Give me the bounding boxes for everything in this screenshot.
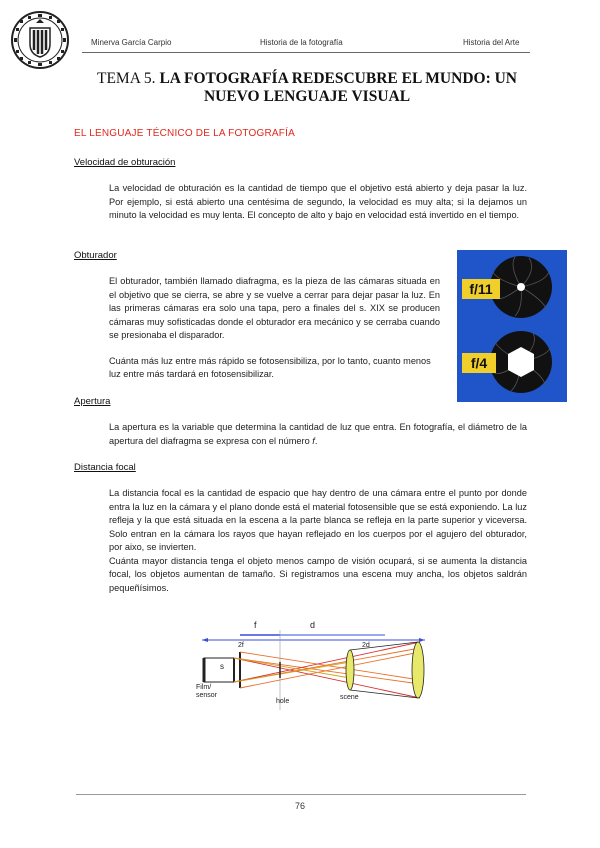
header-course: Historia de la fotografía xyxy=(260,38,343,47)
para-obturador xyxy=(109,275,440,382)
diagram-label-2f: 2f xyxy=(238,642,244,649)
text-focal-2: Cuánta mayor distancia tenga el objeto menos campo de visión ocupará, si se aumenta la distancia focal, los objetos aumentan de tamaño. Si registramos una escena muy ancha, los objetos saldrán pequeñísimos. xyxy=(109,555,527,593)
title-main: LA FOTOGRAFÍA REDESCUBRE EL MUNDO: UN NUEVO LENGUAJE VISUAL xyxy=(159,70,517,105)
diagram-label-hole: hole xyxy=(276,698,290,705)
heading-velocidad: Velocidad de obturación xyxy=(74,157,176,168)
title-prefix: TEMA 5. xyxy=(97,70,156,87)
text-apertura-f: f xyxy=(312,435,315,446)
university-seal-logo xyxy=(10,10,70,70)
diagram-label-film-text: Film/ xyxy=(196,684,212,691)
diagram-label-s: s xyxy=(220,662,224,671)
text-apertura: La apertura es la variable que determina la cantidad de luz que entra. En fotografía, el diámetro de la apertura del diafragma se expresa con el número xyxy=(109,422,527,446)
diagram-label-sensor-text: sensor xyxy=(196,692,218,699)
page-title xyxy=(78,70,536,106)
heading-distancia-focal: Distancia focal xyxy=(74,462,136,473)
diagram-label-film xyxy=(196,684,217,700)
aperture-label-f4: f/4 xyxy=(470,355,488,371)
aperture-figure xyxy=(457,250,567,402)
footer-rule xyxy=(76,794,526,795)
heading-obturador: Obturador xyxy=(74,250,117,261)
aperture-label-f11: f/11 xyxy=(469,281,493,297)
para-apertura xyxy=(109,421,527,448)
diagram-label-scene: scene xyxy=(340,694,359,701)
header-subject: Historia del Arte xyxy=(463,38,520,47)
para-distancia-focal xyxy=(109,487,527,595)
diagram-label-d: d xyxy=(310,620,316,630)
para-velocidad xyxy=(109,182,527,223)
text-obturador-1: El obturador, también llamado diafragma, es la pieza de las cámaras situada en el objetivo que se cierra, se abre y se vuelve a cerrar para dejar pasar la luz. En las primeras cámaras era solo una tapa, pero a finales del s. XIX se producen cámaras muy sofisticadas donde el obturador era mecánico y se cerraba cuando se presionaba el disparador. xyxy=(109,276,440,340)
header-rule xyxy=(82,52,530,53)
section-heading: EL LENGUAJE TÉCNICO DE LA FOTOGRAFÍA xyxy=(74,128,295,139)
text-focal-1: La distancia focal es la cantidad de espacio que hay dentro de una cámara entre el punto por donde entra la luz en la cámara y el plano donde está el material fotosensible que se está exponiendo. La luz refleja y la que está situada en la escena a la parte blanca se refleja en la parte superior y viceversa. Solo entran en la cámara los rayos que hayan reflejado en los cuerpos por el agujero del obturador, por aixo, se invierten. xyxy=(109,488,527,552)
focal-distance-diagram xyxy=(190,618,440,710)
text-obturador-2: Cuánta más luz entre más rápido se fotosensibiliza, por lo tanto, cuanto menos luz entre más tardará en fotosensibilizar. xyxy=(109,355,431,379)
text-apertura-end: . xyxy=(314,435,318,446)
heading-apertura: Apertura xyxy=(74,396,111,407)
diagram-label-2d: 2d xyxy=(362,642,370,649)
diagram-label-f: f xyxy=(254,620,257,630)
header-author: Minerva García Carpio xyxy=(91,38,172,47)
text-velocidad: La velocidad de obturación es la cantidad de tiempo que el objetivo está abierto y deja pasar la luz. Por ejemplo, si está abierto una centésima de segundo, la velocidad es muy alta; si la dejamos un minuto la velocidad es muy lenta. El concepto de alto y bajo en velocidad está invertido en el tiempo. xyxy=(109,183,527,220)
page-number: 76 xyxy=(294,801,305,811)
